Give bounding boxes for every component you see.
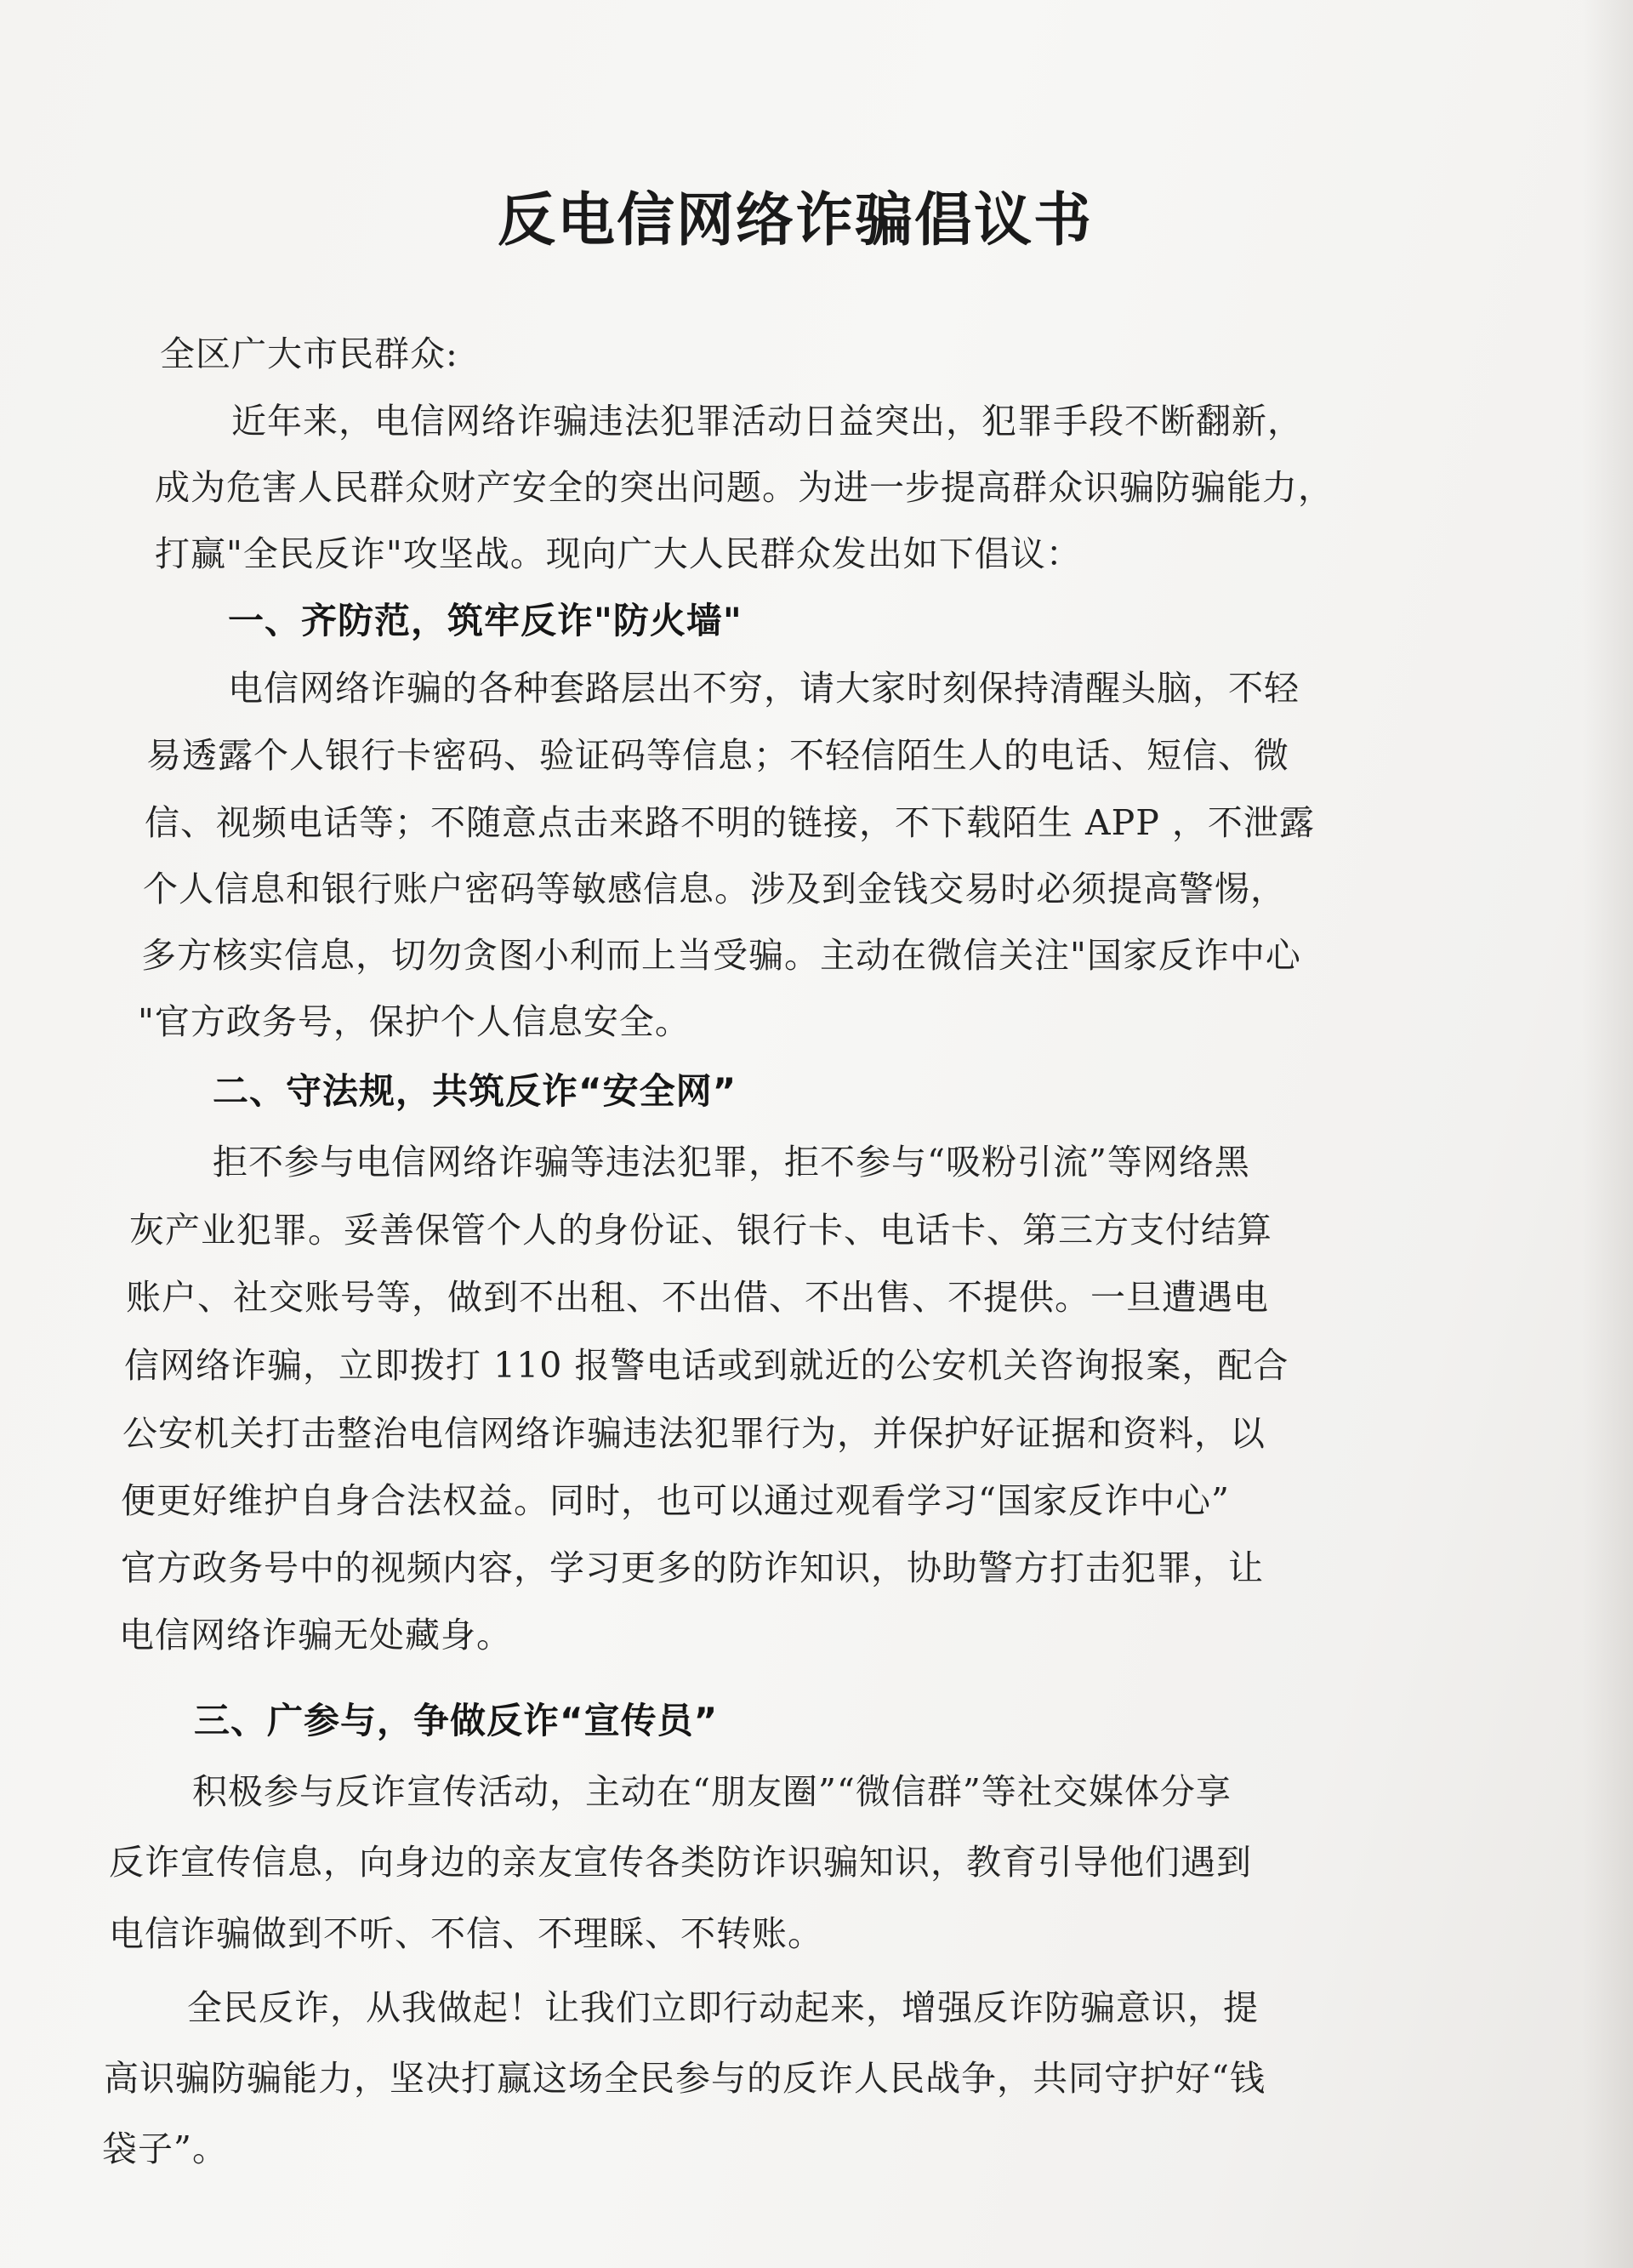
section-2-line-8: 电信网络诈骗无处藏身。 bbox=[119, 1615, 512, 1655]
section-2-line-1: 拒不参与电信网络诈骗等违法犯罪，拒不参与“吸粉引流”等网络黑 bbox=[213, 1142, 1250, 1182]
intro-line-1: 近年来，电信网络诈骗违法犯罪活动日益突出，犯罪手段不断翻新， bbox=[231, 401, 1303, 442]
section-2-line-3: 账户、社交账号等，做到不出租、不出借、不出售、不提供。一旦遭遇电 bbox=[126, 1277, 1269, 1318]
closing-line-1: 全民反诈，从我做起！让我们立即行动起来，增强反诈防骗意识，提 bbox=[187, 1987, 1259, 2028]
section-1-heading: 一、齐防范，筑牢反诈"防火墙" bbox=[228, 600, 743, 641]
section-2-line-5: 公安机关打击整治电信网络诈骗违法犯罪行为，并保护好证据和资料，以 bbox=[122, 1413, 1266, 1454]
section-2-heading: 二、守法规，共筑反诈“安全网” bbox=[213, 1070, 737, 1112]
page-edge-shadow bbox=[1582, 0, 1633, 2268]
section-2-line-2: 灰产业犯罪。妥善保管个人的身份证、银行卡、电话卡、第三方支付结算 bbox=[129, 1210, 1272, 1251]
section-2-line-7: 官方政务号中的视频内容，学习更多的防诈知识，协助警方打击犯罪，让 bbox=[121, 1547, 1264, 1588]
section-1-line-3: 信、视频电话等；不随意点击来路不明的链接，不下载陌生 APP ，不泄露 bbox=[145, 802, 1315, 843]
section-1-line-2: 易透露个人银行卡密码、验证码等信息；不轻信陌生人的电话、短信、微 bbox=[146, 735, 1289, 776]
intro-line-3: 打赢"全民反诈"攻坚战。现向广大人民群众发出如下倡议： bbox=[155, 533, 1082, 574]
salutation: 全区广大市民群众: bbox=[160, 333, 458, 374]
section-1-line-5: 多方核实信息，切勿贪图小利而上当受骗。主动在微信关注"国家反诈中心 bbox=[141, 935, 1301, 976]
document-title: 反电信网络诈骗倡议书 bbox=[497, 187, 1093, 254]
section-3-heading: 三、广参与，争做反诈“宣传员” bbox=[194, 1700, 719, 1741]
closing-line-3: 袋子”。 bbox=[102, 2128, 228, 2169]
section-1-line-1: 电信网络诈骗的各种套路层出不穷，请大家时刻保持清醒头脑，不轻 bbox=[228, 668, 1300, 709]
section-2-line-4: 信网络诈骗，立即拨打 110 报警电话或到就近的公安机关咨询报案，配合 bbox=[124, 1345, 1289, 1386]
section-2-line-6: 便更好维护自身合法权益。同时，也可以通过观看学习“国家反诈中心” bbox=[121, 1480, 1230, 1521]
section-3-line-2: 反诈宣传信息，向身边的亲友宣传各类防诈识骗知识，教育引导他们遇到 bbox=[109, 1842, 1252, 1883]
section-1-line-4: 个人信息和银行账户密码等敏感信息。涉及到金钱交易时必须提高警惕， bbox=[143, 869, 1286, 909]
section-3-line-3: 电信诈骗做到不听、不信、不理睬、不转账。 bbox=[109, 1913, 823, 1954]
section-1-line-6: "官方政务号，保护个人信息安全。 bbox=[138, 1001, 691, 1042]
intro-line-2: 成为危害人民群众财产安全的突出问题。为进一步提高群众识骗防骗能力， bbox=[155, 467, 1334, 508]
section-3-line-1: 积极参与反诈宣传活动，主动在“朋友圈”“微信群”等社交媒体分享 bbox=[192, 1771, 1232, 1812]
closing-line-2: 高识骗防骗能力，坚决打赢这场全民参与的反诈人民战争，共同守护好“钱 bbox=[104, 2058, 1266, 2099]
